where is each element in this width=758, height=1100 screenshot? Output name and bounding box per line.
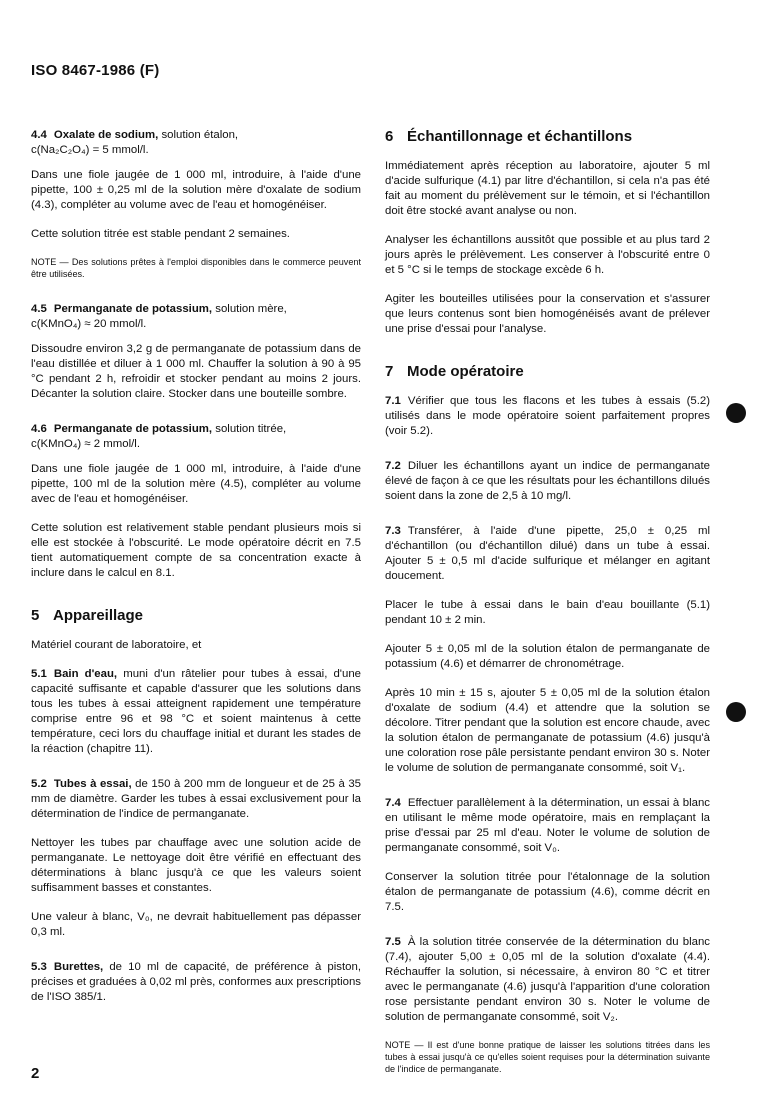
- section-number: 7.2: [385, 460, 401, 472]
- note: NOTE — Il est d'une bonne pratique de laisser les solutions titrées dans les tubes à essai jusqu'à ce qu'elles soient requises pour la détermination suivante de l'indice de permanganate.: [385, 1040, 710, 1074]
- section-5-3: [31, 960, 361, 1005]
- section-7-1: [385, 394, 710, 439]
- section-heading-text: Mode opératoire: [407, 363, 524, 380]
- section-title-rest: solution mère,: [212, 303, 287, 315]
- section-4-5-title: [31, 302, 361, 332]
- section-5-2: [31, 777, 361, 822]
- section-title: Bain d'eau,: [53, 668, 118, 680]
- section-number: 5.2: [31, 778, 47, 790]
- section-7-5: [385, 935, 710, 1025]
- section-heading-text: Échantillonnage et échantillons: [407, 128, 633, 145]
- left-column: [31, 128, 361, 1019]
- section-4-4-title: [31, 128, 361, 158]
- section-number: 7.5: [385, 936, 401, 948]
- section-number: 7.3: [385, 525, 401, 537]
- section-text: Diluer les échantillons ayant un indice de permanganate élevé de façon à ce que les résultats pour les échantillons dilués soient dans la zone de 2,5 à 10 mg/l.: [385, 460, 710, 502]
- paragraph: Immédiatement après réception au laboratoire, ajouter 5 ml d'acide sulfurique (4.1) par litre d'échantillon, si cela n'a pas été fait au moment du prélèvement sur le témoin, et si l'échantillon doit être stocké avant analyse ou non.: [385, 160, 710, 217]
- section-number: 4.6: [31, 423, 47, 435]
- section-title: Permanganate de potassium,: [53, 303, 213, 315]
- section-title: Oxalate de sodium,: [53, 129, 159, 141]
- paragraph: Cette solution titrée est stable pendant 2 semaines.: [31, 228, 290, 240]
- paragraph: Analyser les échantillons aussitôt que possible et au plus tard 2 jours après le prélèvement. Les conserver à l'obscurité entre 0 et 5 °C si le temps de stockage excède 6 h.: [385, 234, 710, 276]
- page-number: 2: [31, 1065, 40, 1082]
- section-number: 7.1: [385, 395, 401, 407]
- section-number: 4.5: [31, 303, 47, 315]
- section-title-rest: solution étalon,: [158, 129, 239, 141]
- margin-bullet-marker: [726, 702, 746, 722]
- paragraph: Nettoyer les tubes par chauffage avec une solution acide de permanganate. Le nettoyage doit être vérifié en effectuant des déterminations à blanc jusqu'à ce que les valeurs soient suffisamment basses et constantes.: [31, 837, 361, 894]
- margin-bullet-marker: [726, 403, 746, 423]
- section-title: Burettes,: [53, 961, 104, 973]
- paragraph: Agiter les bouteilles utilisées pour la conservation et s'assurer que leurs contenus sont bien homogénéisés avant de prélever une prise d'essai pour l'analyse.: [385, 293, 710, 335]
- section-number: 4.4: [31, 129, 47, 141]
- paragraph: Matériel courant de laboratoire, et: [31, 639, 202, 651]
- paragraph: Après 10 min ± 15 s, ajouter 5 ± 0,05 ml de la solution étalon d'oxalate de sodium (4.4) et attendre que la solution se décolore. Titrer pendant que la solution est encore chaude, avec la solution étalon de permanganate de potassium (4.6) jusqu'à une coloration rose pâle persistante pendant environ 30 s. Noter le volume de solution de permanganate consommé, soit V₁.: [385, 687, 710, 774]
- paragraph: Dissoudre environ 3,2 g de permanganate de potassium dans de l'eau distillée et diluer à 1 000 ml. Chauffer la solution à 90 à 95 °C pendant 2 h, refroidir et stocker pendant au moins 2 jours. Décanter la solution claire. Stocker dans une bouteille sombre.: [31, 343, 361, 400]
- paragraph: Dans une fiole jaugée de 1 000 ml, introduire, à l'aide d'une pipette, 100 ml de la solution mère (4.5), compléter au volume avec de l'eau et homogénéiser.: [31, 463, 361, 505]
- section-text: Effectuer parallèlement à la détermination, un essai à blanc en utilisant le même mode opératoire, mais en remplaçant la prise d'essai par 25 ml d'eau. Noter le volume de solution de permanganate consommé, soit V₀.: [385, 797, 710, 854]
- section-number: 5.1: [31, 668, 47, 680]
- section-text: À la solution titrée conservée de la détermination du blanc (7.4), ajouter 5,00 ± 0,05 ml de la solution d'oxalate (4.4). Réchauffer la solution, si nécessaire, à environ 80 °C et titrer avec le permanganate (4.6) jusqu'à l'apparition d'une coloration rose persistante pendant environ 30 s. Noter le volume de solution de permanganate consommé, soit V₂.: [385, 936, 710, 1023]
- paragraph: Placer le tube à essai dans le bain d'eau bouillante (5.1) pendant 10 ± 2 min.: [385, 599, 710, 626]
- paragraph: Dans une fiole jaugée de 1 000 ml, introduire, à l'aide d'une pipette, 100 ± 0,25 ml de la solution mère d'oxalate de sodium (4.3), compléter au volume avec de l'eau et homogénéiser.: [31, 169, 361, 211]
- section-text: de 150 à 200 mm de longueur et de 25 à 35 mm de diamètre. Garder les tubes à essai exclusivement pour la détermination de l'indice de permanganate.: [31, 778, 361, 820]
- section-text: Vérifier que tous les flacons et les tubes à essais (5.2) utilisés dans le mode opératoire soient parfaitement propres (voir 5.2).: [385, 395, 710, 437]
- section-5-1: [31, 667, 361, 757]
- paragraph: Cette solution est relativement stable pendant plusieurs mois si elle est stockée à l'obscurité. Le mode opératoire décrit en 7.5 tient automatiquement compte de sa concentration exacte à inclure dans le calcul en 8.1.: [31, 522, 361, 579]
- section-heading-text: Appareillage: [53, 607, 144, 624]
- section-text: muni d'un râtelier pour tubes à essai, d'une capacité suffisante et capable d'assurer que les solutions dans tous les tubes à essai atteignent rapidement une température comprise entre 96 et 98 °C et soient maintenus à cette température, ceci lors du chauffage initial et durant les stades de la réaction (chapitre 11).: [31, 668, 361, 755]
- section-number: 7.4: [385, 797, 401, 809]
- paragraph: Ajouter 5 ± 0,05 ml de la solution étalon de permanganate de potassium (4.6) et démarrer de chronométrage.: [385, 643, 710, 670]
- section-number: 5: [31, 607, 40, 624]
- note: NOTE — Des solutions prêtes à l'emploi disponibles dans le commerce peuvent être utilisées.: [31, 257, 361, 279]
- paragraph: Une valeur à blanc, V₀, ne devrait habituellement pas dépasser 0,3 ml.: [31, 911, 361, 938]
- section-number: 5.3: [31, 961, 47, 973]
- right-column: [385, 128, 710, 1091]
- section-text: de 10 ml de capacité, de préférence à piston, précises et graduées à 0,02 ml près, conformes aux prescriptions de l'ISO 385/1.: [31, 961, 361, 1003]
- document-header: ISO 8467-1986 (F): [31, 62, 160, 79]
- section-7-3: [385, 524, 710, 584]
- section-title-rest: solution titrée,: [212, 423, 287, 435]
- section-6-heading: [385, 128, 710, 145]
- section-number: 6: [385, 128, 394, 145]
- section-4-6-title: [31, 422, 361, 452]
- section-7-heading: [385, 363, 710, 380]
- formula: c(KMnO₄) ≈ 2 mmol/l.: [31, 438, 140, 450]
- formula: c(KMnO₄) ≈ 20 mmol/l.: [31, 318, 147, 330]
- paragraph: Conserver la solution titrée pour l'étalonnage de la solution étalon de permanganate de potassium (4.6), comme décrit en 7.5.: [385, 871, 710, 913]
- section-7-2: [385, 459, 710, 504]
- section-title: Tubes à essai,: [53, 778, 132, 790]
- formula: c(Na₂C₂O₄) = 5 mmol/l.: [31, 144, 149, 156]
- section-7-4: [385, 796, 710, 856]
- section-title: Permanganate de potassium,: [53, 423, 213, 435]
- section-5-heading: [31, 607, 361, 624]
- section-number: 7: [385, 363, 394, 380]
- section-text: Transférer, à l'aide d'une pipette, 25,0 ± 0,25 ml d'échantillon (ou d'échantillon dilué) dans un tube à essai. Ajouter 5 ± 0,5 ml d'acide sulfurique et mélanger en agitant doucement.: [385, 525, 710, 582]
